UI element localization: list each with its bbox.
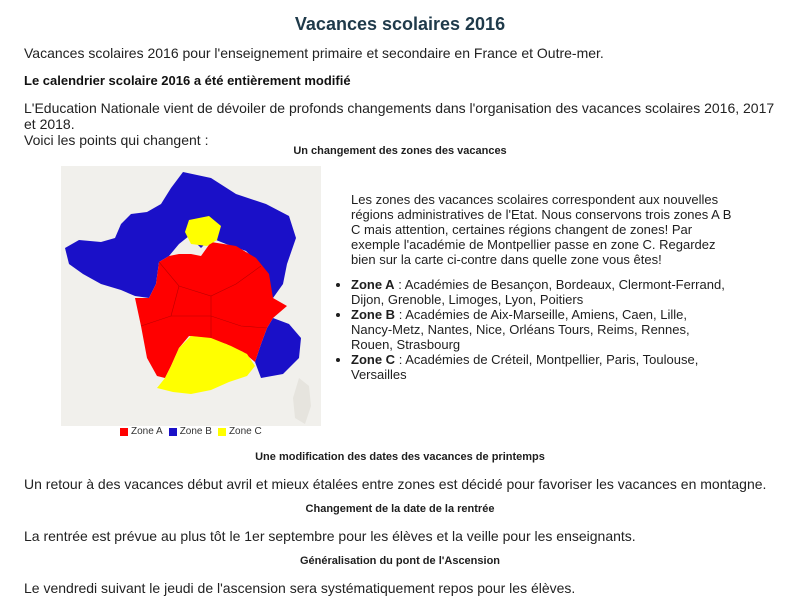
ascension-text: Le vendredi suivant le jeudi de l'ascension sera systématiquement repos pour les élèves. [24, 580, 576, 596]
section-heading-rentree: Changement de la date de la rentrée [305, 503, 495, 515]
zone-a-name: Zone A [351, 277, 395, 292]
zones-list [335, 277, 731, 382]
corsica-shape [293, 378, 311, 424]
lead-line-2: Voici les points qui changent : [24, 132, 209, 148]
section-heading-spring: Une modification des dates des vacances de printemps [255, 451, 545, 463]
zone-b-swatch [169, 428, 177, 436]
section-heading-zones: Un changement des zones des vacances [293, 145, 507, 157]
spring-text: Un retour à des vacances début avril et mieux étalées entre zones est décidé pour favoriser les vacances en montagne. [24, 476, 767, 492]
map-legend [120, 426, 268, 437]
headline: Le calendrier scolaire 2016 a été entièrement modifié [24, 73, 351, 88]
zone-b-desc: : Académies de Aix-Marseille, Amiens, Caen, Lille, Nancy-Metz, Nantes, Nice, Orléans Tours, Reims, Rennes, Rouen, Strasbourg [351, 307, 690, 352]
legend-label-zone-a: Zone A [131, 426, 163, 437]
zone-a-swatch [120, 428, 128, 436]
zones-description: Les zones des vacances scolaires correspondent aux nouvelles régions administratives de l'Etat. Nous conservons trois zones A B C mais attention, certaines régions changent de zones! Par exemple l'académie de Montpellier passe en zone C. Regardez bien sur la carte ci-contre dans quelle zone vous êtes! [351, 192, 732, 267]
zone-c-swatch [218, 428, 226, 436]
zone-b-name: Zone B [351, 307, 396, 322]
lead-paragraph [24, 100, 784, 148]
france-zones-map [61, 166, 321, 426]
legend-item-zone-b [169, 426, 212, 437]
zone-a-desc: : Académies de Besançon, Bordeaux, Clermont-Ferrand, Dijon, Grenoble, Limoges, Lyon, Poitiers [351, 277, 725, 307]
list-item-zone-a [351, 277, 731, 307]
zone-c-desc: : Académies de Créteil, Montpellier, Paris, Toulouse, Versailles [351, 352, 699, 382]
legend-label-zone-c: Zone C [228, 426, 262, 437]
legend-label-zone-b: Zone B [179, 426, 212, 437]
intro-text: Vacances scolaires 2016 pour l'enseignement primaire et secondaire en France et Outre-mer. [24, 45, 604, 61]
rentree-text: La rentrée est prévue au plus tôt le 1er septembre pour les élèves et la veille pour les enseignants. [24, 528, 636, 544]
list-item-zone-c [351, 352, 731, 382]
page-title: Vacances scolaires 2016 [294, 14, 506, 34]
lead-line-1: L'Education Nationale vient de dévoiler de profonds changements dans l'organisation des vacances scolaires 2016, 2017 et 2018. [24, 100, 775, 132]
list-item-zone-b [351, 307, 731, 352]
section-heading-ascension: Généralisation du pont de l'Ascension [299, 555, 501, 567]
legend-item-zone-c [218, 426, 262, 437]
france-map-svg [61, 166, 321, 426]
zone-c-name: Zone C [351, 352, 396, 367]
legend-item-zone-a [120, 426, 163, 437]
